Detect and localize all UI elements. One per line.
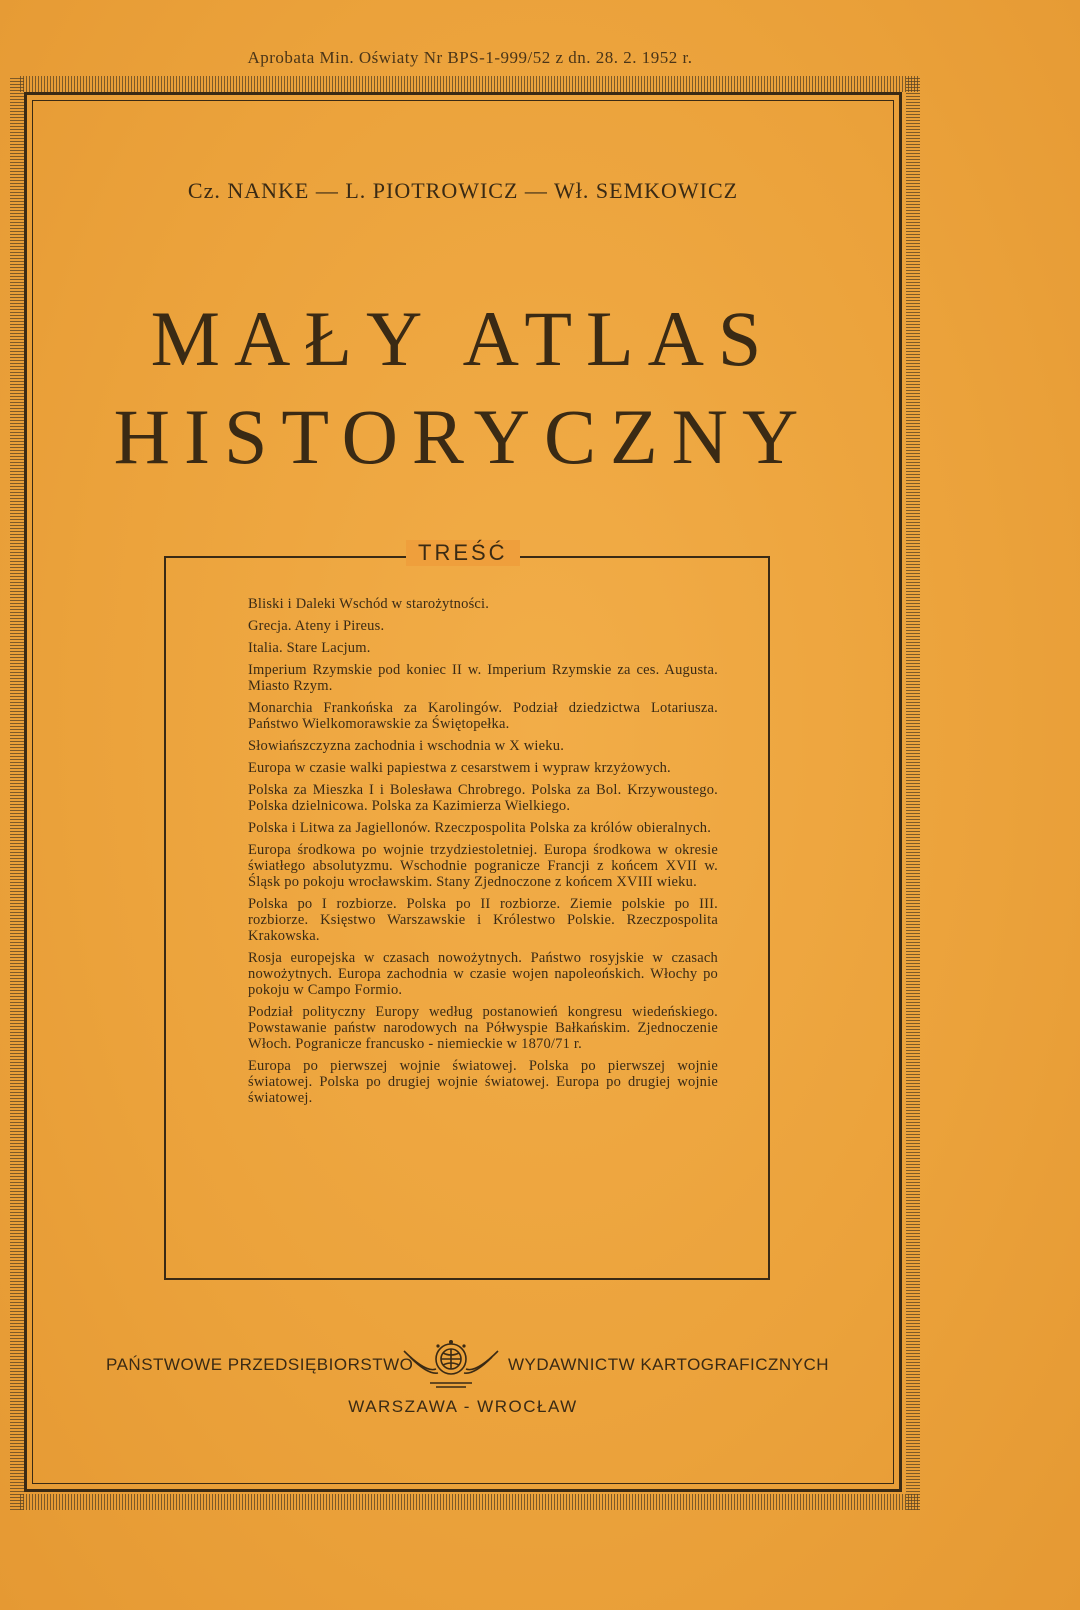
bottom-hatched-border xyxy=(20,1494,920,1510)
toc-item: Europa w czasie walki papiestwa z cesarstwem i wypraw krzyżowych. xyxy=(248,760,671,776)
toc-item: Europa środkowa po wojnie trzydziestoletniej. Europa środkowa w okresie światłego absolutyzmu. Wschodnie pogranicze Francji z końcem XVII w. Śląsk po pokoju wrocławskim. Stany Zjednoczone z końcem XVIII wieku. xyxy=(248,842,718,890)
left-hatched-border xyxy=(10,76,24,1510)
publisher-city: WARSZAWA - WROCŁAW xyxy=(348,1397,578,1416)
toc-item: Podział polityczny Europy według postanowień kongresu wiedeńskiego. Powstawanie państw narodowych na Półwyspie Bałkańskim. Zjednoczenie Włoch. Pogranicze francusko - niemieckie w 1870/71 r. xyxy=(248,1004,718,1052)
toc-item: Polska po I rozbiorze. Polska po II rozbiorze. Ziemie polskie po III. rozbiorze. Księstwo Warszawskie i Królestwo Polskie. Rzeczpospolita Krakowska. xyxy=(248,896,718,944)
toc-item: Europa po pierwszej wojnie światowej. Polska po pierwszej wojnie światowej. Polska po drugiej wojnie światowej. Europa po drugiej wojnie światowej. xyxy=(248,1058,718,1106)
publisher-logo-icon xyxy=(396,1333,506,1393)
authors-line: Cz. NANKE — L. PIOTROWICZ — Wł. SEMKOWICZ xyxy=(187,178,739,203)
toc-item: Monarchia Frankońska za Karolingów. Podział dziedzictwa Lotariusza. Państwo Wielkomorawskie za Świętopełka. xyxy=(248,700,718,732)
toc-item: Italia. Stare Lacjum. xyxy=(248,640,371,656)
publisher-name-right: WYDAWNICTW KARTOGRAFICZNYCH xyxy=(508,1355,830,1374)
toc-item: Polska i Litwa za Jagiellonów. Rzeczpospolita Polska za królów obieralnych. xyxy=(248,820,712,836)
toc-item: Bliski i Daleki Wschód w starożytności. xyxy=(248,596,490,612)
toc-list xyxy=(248,596,718,1112)
toc-item: Grecja. Ateny i Pireus. xyxy=(248,618,385,634)
publisher-name-left: PAŃSTWOWE PRZEDSIĘBIORSTWO xyxy=(106,1355,414,1374)
toc-item: Słowiańszczyzna zachodnia i wschodnia w X wieku. xyxy=(248,738,565,754)
right-hatched-border xyxy=(906,76,920,1510)
toc-item: Polska za Mieszka I i Bolesława Chrobrego. Polska za Bol. Krzywoustego. Polska dzielnicowa. Polska za Kazimierza Wielkiego. xyxy=(248,782,718,814)
toc-item: Rosja europejska w czasach nowożytnych. Państwo rosyjskie w czasach nowożytnych. Europa zachodnia w czasie wojen napoleońskich. Włochy po pokoju w Campo Formio. xyxy=(248,950,718,998)
toc-heading: TREŚĆ xyxy=(406,540,520,566)
top-hatched-border xyxy=(20,76,920,92)
title-line-1: MAŁY ATLAS xyxy=(150,295,776,382)
toc-item: Imperium Rzymskie pod koniec II w. Imperium Rzymskie za ces. Augusta. Miasto Rzym. xyxy=(248,662,718,694)
title-line-2: HISTORYCZNY xyxy=(113,393,813,480)
approbation-note: Aprobata Min. Oświaty Nr BPS-1-999/52 z dn. 28. 2. 1952 r. xyxy=(247,48,693,67)
